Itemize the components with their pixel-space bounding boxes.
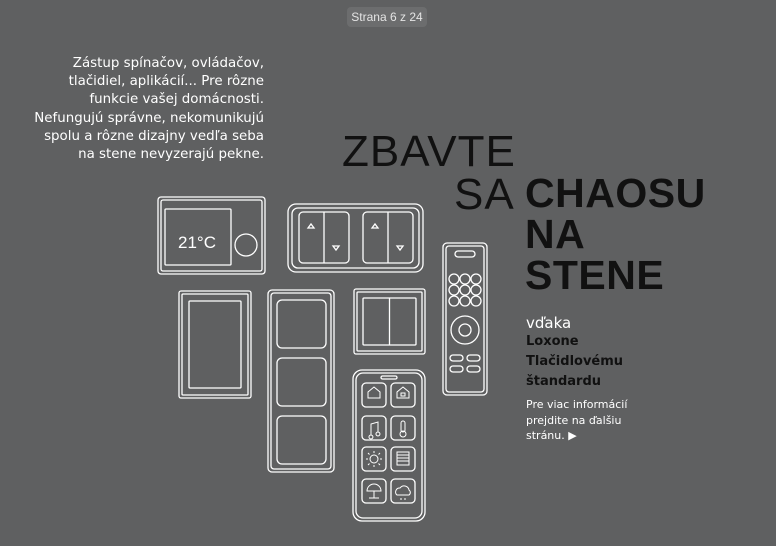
blinds-icon xyxy=(397,452,409,465)
wall-tablet xyxy=(179,291,251,398)
arrow-down-icon xyxy=(397,246,403,250)
subhead-vdaka: vďaka xyxy=(526,314,572,332)
thermostat-knob xyxy=(235,234,257,256)
intro-line: Nefungujú správne, nekomunikujú xyxy=(34,110,264,126)
double-rocker-switch xyxy=(288,204,423,272)
headline-bold-2: NA xyxy=(525,211,586,257)
home-icon xyxy=(368,387,380,398)
headline-line-1: ZBAVTE xyxy=(342,127,516,176)
remote-control xyxy=(443,243,487,395)
triple-switch xyxy=(268,290,334,472)
brand-line: štandardu xyxy=(526,374,602,389)
intro-line: Zástup spínačov, ovládačov, xyxy=(72,56,264,71)
small-double-switch xyxy=(354,289,425,354)
headline-bold-3: STENE xyxy=(525,252,665,298)
info-line[interactable]: stránu. ▶ xyxy=(526,429,577,442)
cloud-icon xyxy=(396,486,411,500)
thermostat-device xyxy=(158,197,265,274)
headline-line-2: SA xyxy=(454,170,515,219)
page-indicator: Strana 6 z 24 xyxy=(347,7,427,27)
brand-line: Tlačidlovému xyxy=(526,354,624,369)
arrow-up-icon xyxy=(308,224,314,228)
intro-line: na stene nevyzerajú pekne. xyxy=(78,147,264,163)
headline-bold-1: CHAOSU xyxy=(525,170,706,216)
info-line: Pre viac informácií xyxy=(526,398,628,411)
brand-line: Loxone xyxy=(526,334,579,349)
intro-line: tlačidiel, aplikácií... Pre rôzne xyxy=(68,74,264,90)
sun-icon xyxy=(366,451,382,467)
info-line: prejdite na ďalšiu xyxy=(526,413,622,427)
arrow-down-icon xyxy=(333,246,339,250)
intro-line: spolu a rôzne dizajny vedľa seba xyxy=(44,128,264,144)
sun-shade-icon xyxy=(367,484,381,498)
music-icon xyxy=(369,422,380,439)
intro-line: funkcie vašej domácnosti. xyxy=(89,92,264,108)
smartphone xyxy=(353,370,425,521)
thermometer-icon xyxy=(400,421,406,437)
arrow-up-icon xyxy=(372,224,378,228)
home-lock-icon xyxy=(397,387,409,398)
thermostat-reading: 21°C xyxy=(178,233,216,252)
